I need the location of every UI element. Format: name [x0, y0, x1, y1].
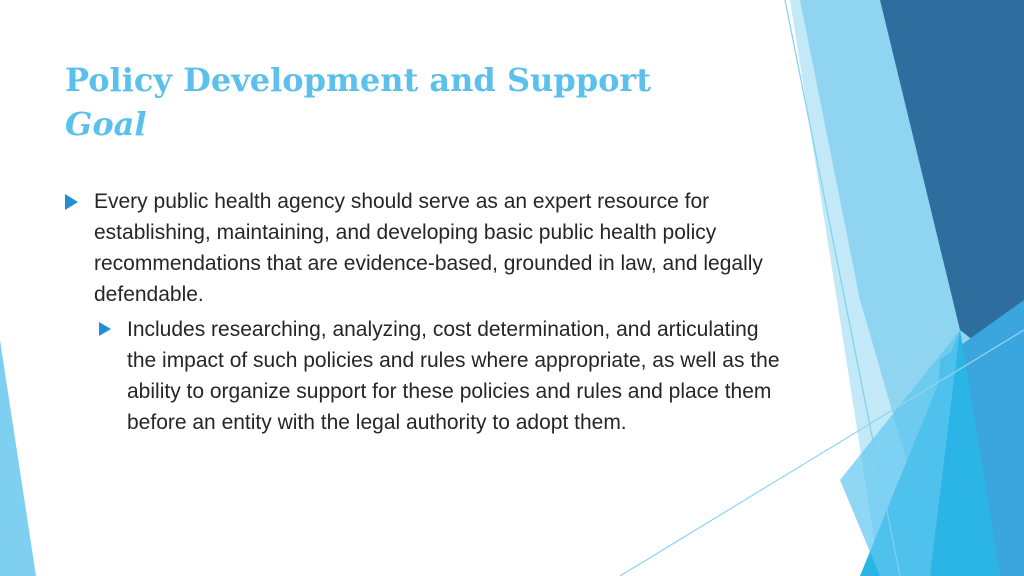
title-subtitle: Goal: [65, 105, 147, 143]
slide-title: [65, 58, 765, 146]
bullet-list: [65, 186, 785, 438]
right-triangle-arrow-icon: [99, 322, 111, 336]
left-edge-stripe: [0, 340, 36, 576]
bullet-text: Every public health agency should serve as an expert resource for establishing, maintaining, and developing basic public health policy recommendations that are evidence-based, grounded in law, and legally defendable.: [94, 190, 763, 306]
sub-bullet-text: Includes researching, analyzing, cost determination, and articulating the impact of such policies and rules where appropriate, as well as the ability to organize support for these policies and rules and place them before an entity with the legal authority to adopt them.: [127, 318, 780, 434]
title-main: Policy Development and Support: [65, 61, 652, 99]
bullet-item: [65, 186, 785, 310]
sub-bullet-item: [99, 314, 785, 438]
right-triangle-arrow-icon: [65, 194, 78, 210]
